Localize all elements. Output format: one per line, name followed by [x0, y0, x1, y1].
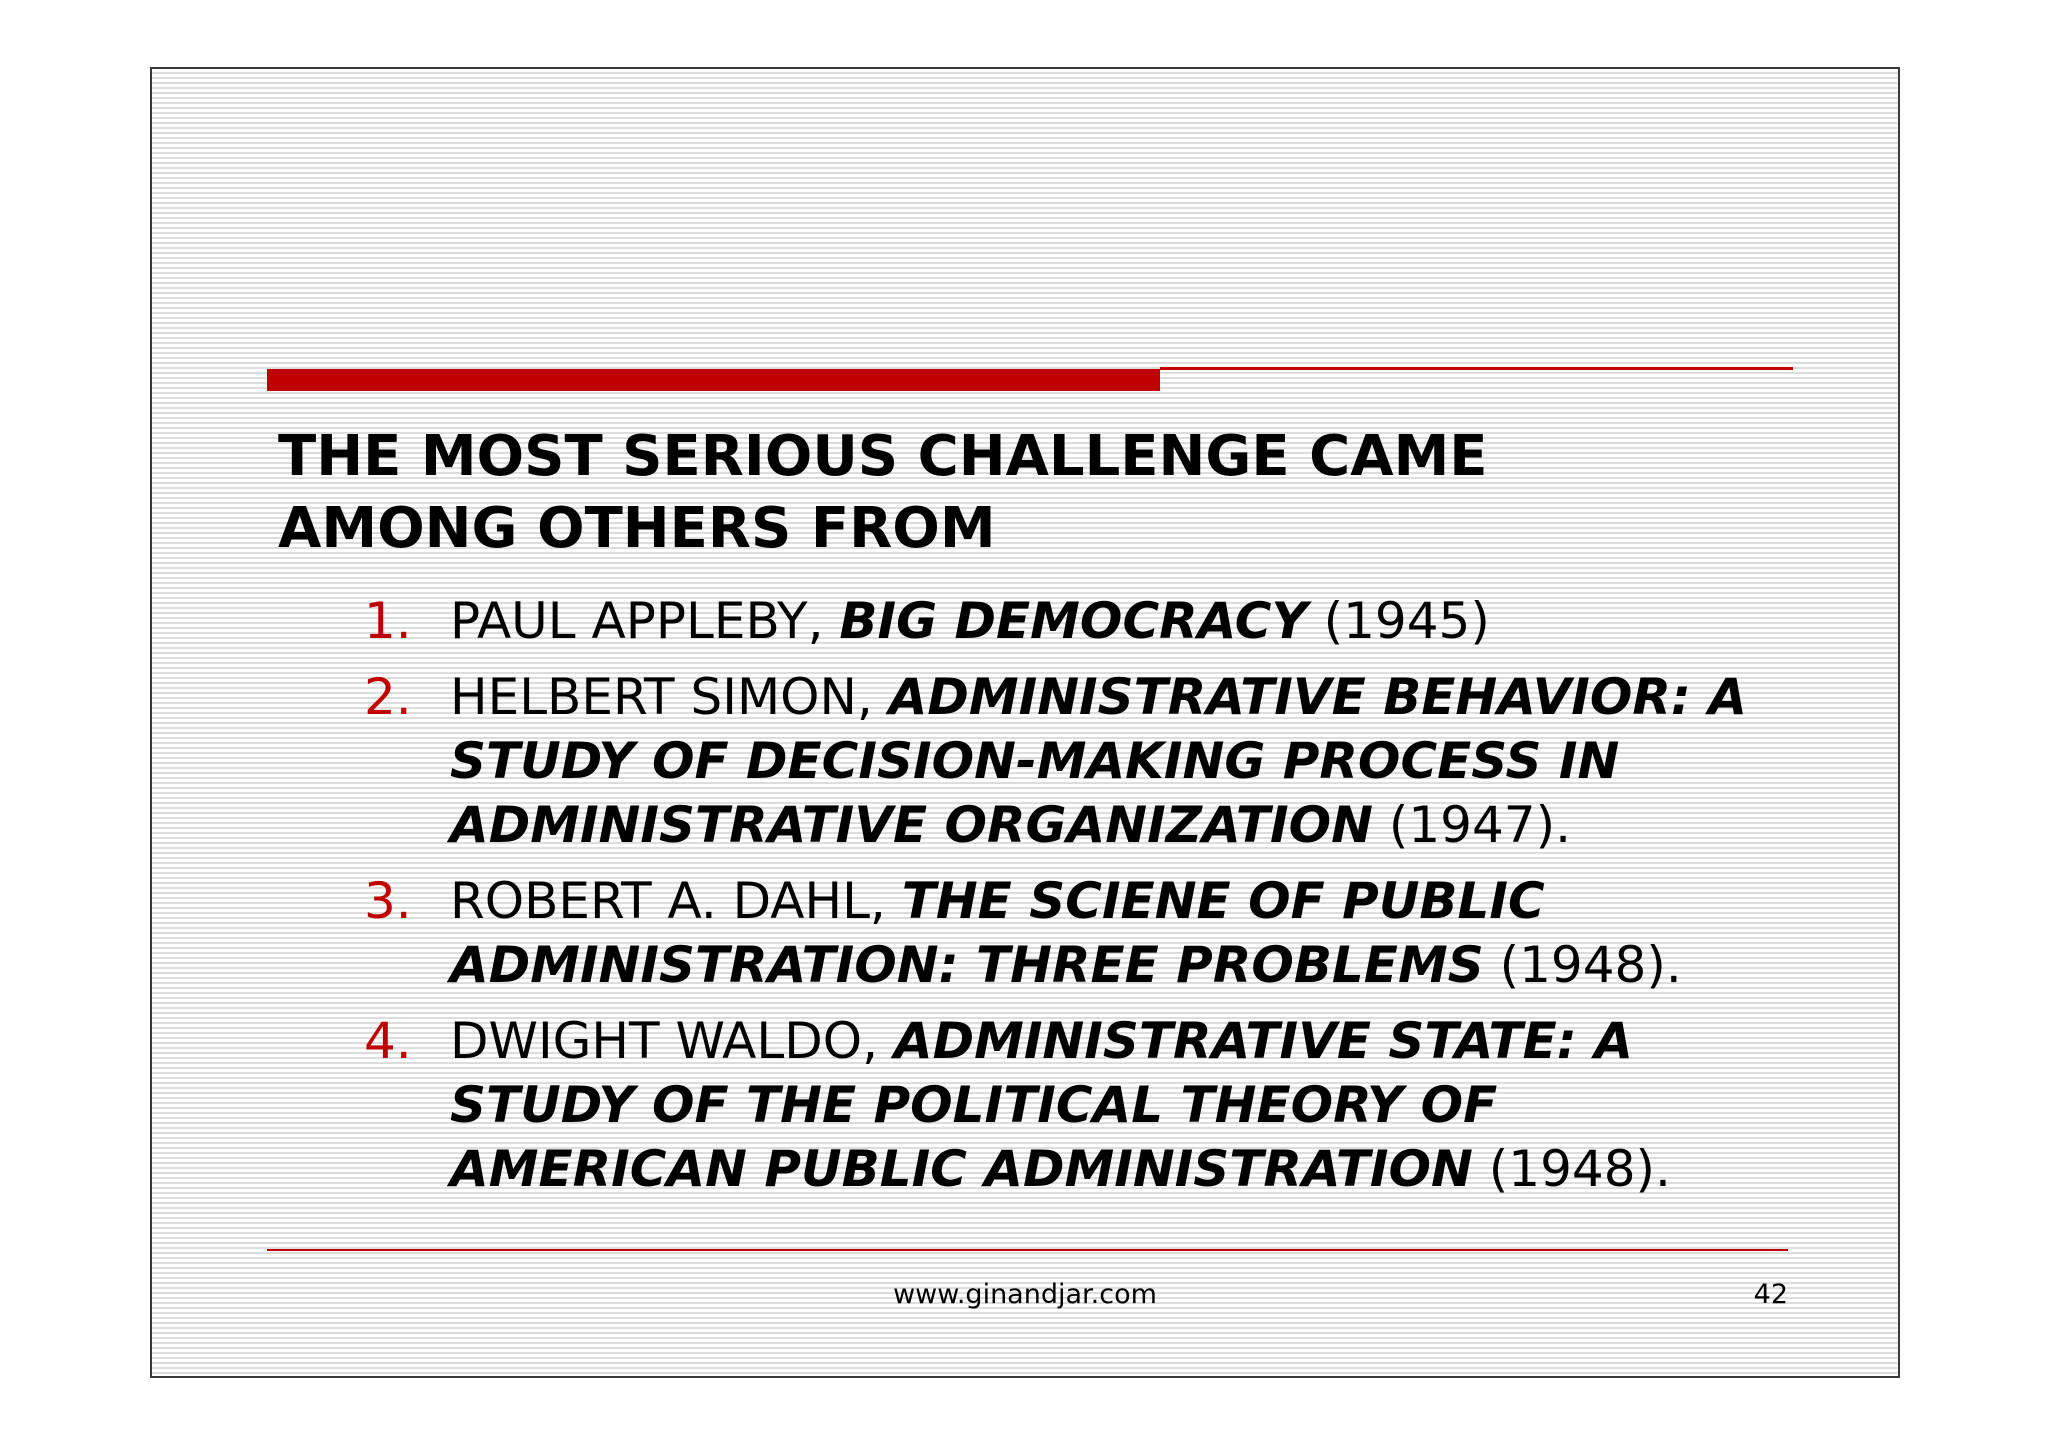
page-number: 42 — [1753, 1279, 1788, 1310]
item-author: ROBERT A. DAHL, — [450, 872, 902, 930]
list-item-4 — [364, 1009, 1794, 1201]
title-line-1: THE MOST SERIOUS CHALLENGE CAME — [278, 424, 1488, 489]
footer-url: www.ginandjar.com — [893, 1279, 1157, 1310]
accent-bar-thin — [1160, 367, 1793, 370]
item-author: HELBERT SIMON, — [450, 668, 889, 726]
footer-divider — [267, 1249, 1788, 1251]
item-author: PAUL APPLEBY, — [450, 592, 840, 650]
reference-list — [364, 589, 1794, 1213]
item-year: (1945) — [1307, 592, 1490, 650]
item-book-title: THE SCIENE OF PUBLIC ADMINISTRATION: THREE PROBLEMS — [450, 872, 1545, 994]
item-year: (1947). — [1372, 796, 1571, 854]
list-item-3 — [364, 869, 1794, 997]
title-line-2: AMONG OTHERS FROM — [278, 496, 996, 561]
list-item-2 — [364, 665, 1794, 857]
slide — [150, 67, 1900, 1378]
accent-bar-thick — [267, 369, 1160, 391]
item-number: 1. — [364, 592, 412, 650]
item-book-title: ADMINISTRATIVE STATE: A STUDY OF THE POLITICAL THEORY OF AMERICAN PUBLIC ADMINISTRATION — [450, 1012, 1633, 1198]
item-year: (1948). — [1483, 936, 1682, 994]
item-author: DWIGHT WALDO, — [450, 1012, 894, 1070]
item-book-title: ADMINISTRATIVE BEHAVIOR: A STUDY OF DECISION-MAKING PROCESS IN ADMINISTRATIVE ORGANIZATION — [450, 668, 1747, 854]
slide-title — [278, 421, 1778, 565]
list-item-1 — [364, 589, 1794, 653]
item-year: (1948). — [1472, 1140, 1671, 1198]
item-number: 3. — [364, 872, 412, 930]
item-number: 2. — [364, 668, 412, 726]
item-book-title: BIG DEMOCRACY — [839, 592, 1308, 650]
item-number: 4. — [364, 1012, 412, 1070]
